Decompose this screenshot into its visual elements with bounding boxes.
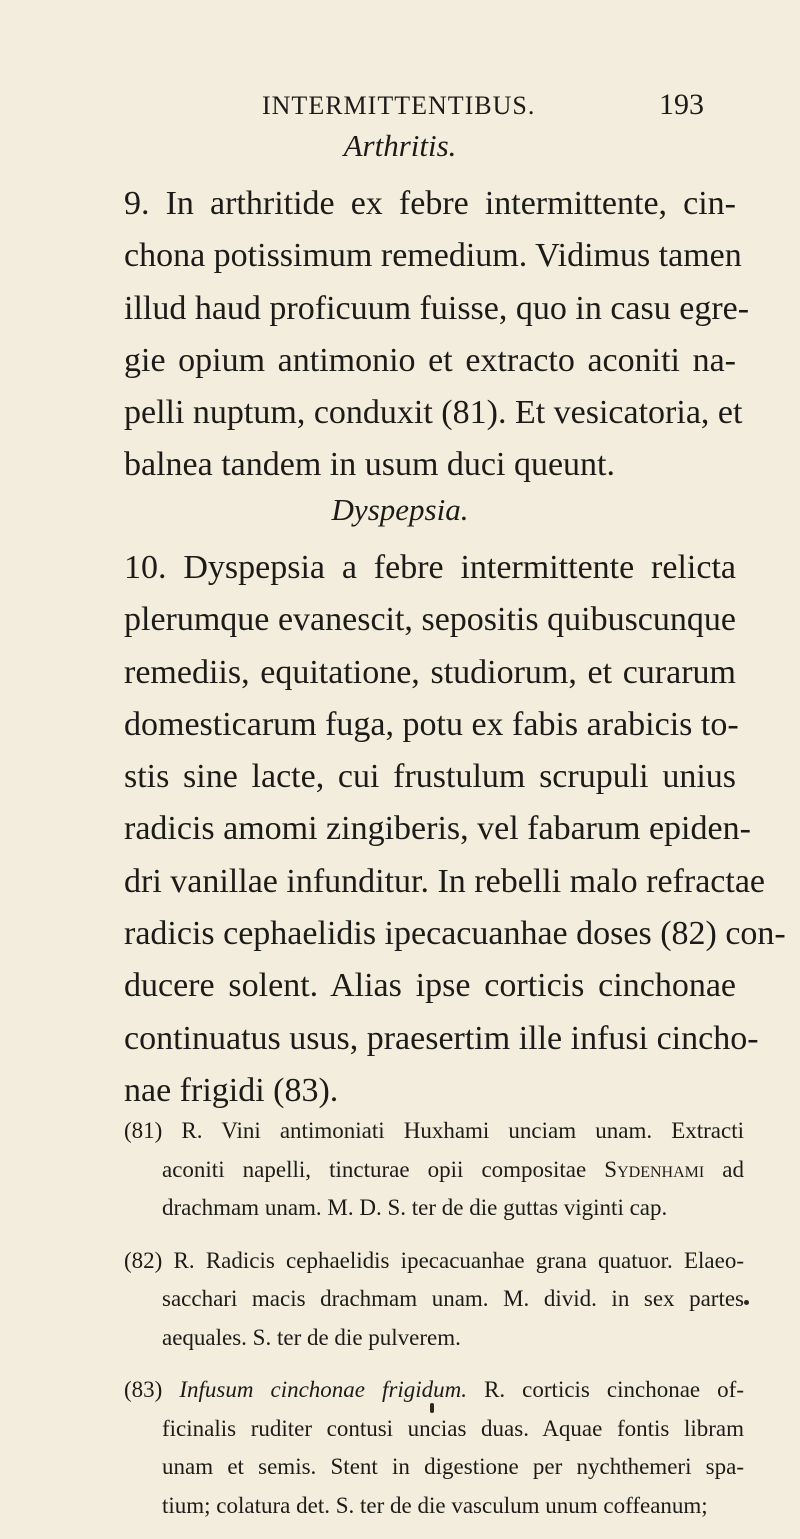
paragraph-dyspepsia <box>124 542 786 1117</box>
text-line: domesticarum fuga, potu ex fabis arabicis to- <box>124 705 739 743</box>
footnote-line: unam et semis. Stent in digestione per nychthemeri spa- <box>162 1454 744 1479</box>
text-line: chona potissimum remedium. Vidimus tamen <box>124 237 742 275</box>
text-line: gie opium antimonio et extracto aconiti na- <box>124 341 736 379</box>
running-head <box>262 88 704 122</box>
footnote-text: R. corticis cinchonae of- <box>467 1377 744 1402</box>
footnote-line: drachmam unam. M. D. S. ter de die guttas viginti cap. <box>162 1195 668 1220</box>
footnote-81 <box>124 1112 744 1228</box>
footnote-author: Sydenhami <box>604 1156 705 1182</box>
footnote-82 <box>124 1242 744 1358</box>
text-line: nae frigidi (83). <box>124 1071 339 1109</box>
footnotes <box>124 1112 744 1539</box>
footnote-line: aequales. S. ter de die pulverem. <box>162 1324 461 1350</box>
paragraph-arthritis <box>124 178 750 492</box>
text-line: stis sine lacte, cui frustulum scrupuli unius <box>124 758 736 796</box>
text-line: continuatus usus, praesertim ille infusi cincho- <box>124 1019 759 1057</box>
text-line: illud haud proficuum fuisse, quo in casu egre- <box>124 289 750 327</box>
text-line: 9. In arthritide ex febre intermittente, cin- <box>124 185 736 222</box>
text-line: remediis, equitatione, studiorum, et curarum <box>124 653 736 691</box>
paper-speck <box>744 1300 749 1305</box>
footnote-line: (81) R. Vini antimoniati Huxhami unciam unam. Extracti <box>124 1118 744 1143</box>
section-title-arthritis: Arthritis. <box>343 128 457 163</box>
text-line: dri vanillae infunditur. In rebelli malo refractae <box>124 862 766 900</box>
footnote-line: tium; colatura det. S. ter de die vasculum unum coffeanum; <box>162 1492 708 1518</box>
section-title-dyspepsia: Dyspepsia. <box>331 492 469 527</box>
footnote-line: ficinalis ruditer contusi uncias duas. Aquae fontis libram <box>162 1415 744 1441</box>
text-line: 10. Dyspepsia a febre intermittente relicta <box>124 549 736 586</box>
footnote-line <box>124 1151 744 1190</box>
text-line: radicis cephaelidis ipecacuanhae doses (82) con- <box>124 915 786 953</box>
page-number: 193 <box>659 88 704 121</box>
text-line: balnea tandem in usum duci queunt. <box>124 446 615 484</box>
text-line: pelli nuptum, conduxit (81). Et vesicatoria, et <box>124 394 743 432</box>
footnote-title: Infusum cinchonae frigidum. <box>179 1377 468 1402</box>
footnote-text: ad <box>704 1156 744 1182</box>
paper-speck <box>430 1403 434 1413</box>
footnote-83 <box>124 1371 744 1525</box>
footnote-line: sacchari macis drachmam unam. M. divid. in sex partes <box>162 1286 744 1311</box>
footnote-line <box>124 1371 744 1410</box>
footnote-label: (83) <box>124 1377 180 1402</box>
footnote-line: (82) R. Radicis cephaelidis ipecacuanhae grana quatuor. Elaeo- <box>124 1247 744 1273</box>
text-line: plerumque evanescit, sepositis quibuscunque <box>124 601 736 639</box>
running-head-title: INTERMITTENTIBUS. <box>262 91 536 120</box>
text-line: radicis amomi zingiberis, vel fabarum epiden- <box>124 810 751 848</box>
text-line: ducere solent. Alias ipse corticis cinchonae <box>124 967 736 1005</box>
footnote-text: aconiti napelli, tincturae opii compositae <box>162 1156 587 1182</box>
